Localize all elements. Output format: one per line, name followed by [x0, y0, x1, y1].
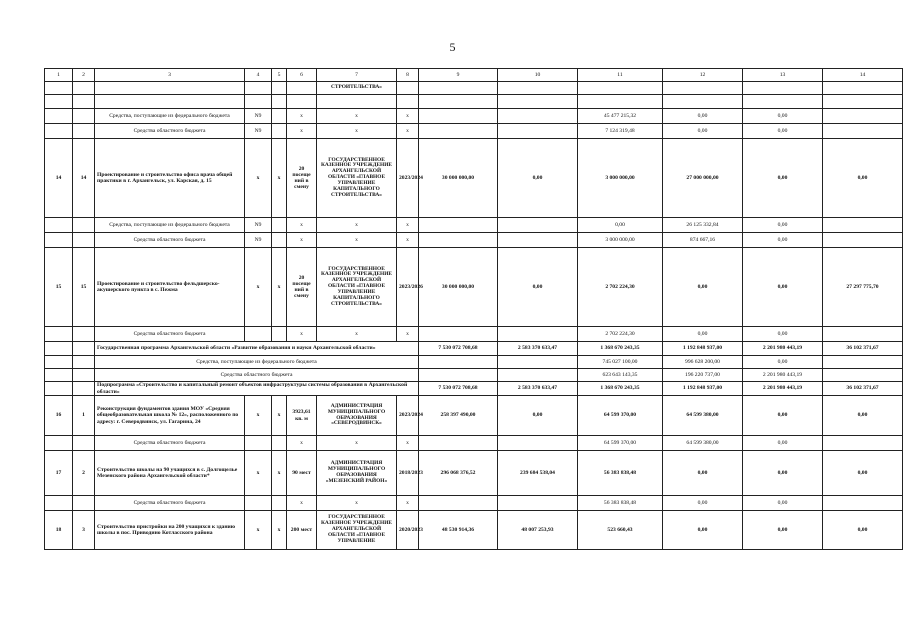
- table-row: [45, 218, 903, 233]
- amount-cell: 0,00: [743, 496, 823, 511]
- code-cell: [245, 327, 272, 342]
- empty-cell: [73, 496, 95, 511]
- amount-cell: 0,00: [743, 248, 823, 327]
- source-label: Средства, поступающие из федерального бюджета: [95, 109, 245, 124]
- amount-cell: 7 530 072 708,68: [419, 382, 498, 396]
- empty-cell: [272, 109, 287, 124]
- x-cell: x: [397, 109, 419, 124]
- empty-cell: [45, 218, 73, 233]
- table-row: [45, 248, 903, 327]
- amount-cell: 0,00: [498, 139, 578, 218]
- amount-cell: 27 297 775,70: [823, 248, 903, 327]
- program-title: Государственная программа Архангельской области «Развитие образования и науки Архангельской области»: [95, 342, 419, 356]
- program-title: Подпрограмма «Строительство и капитальный ремонт объектов инфраструктуры системы образования в Архангельской области»: [95, 382, 419, 396]
- amount-cell: 996 628 200,00: [663, 356, 743, 369]
- empty-cell: [73, 327, 95, 342]
- capacity-cell: 200 мест: [287, 511, 317, 550]
- column-header: 7: [317, 69, 397, 82]
- empty-cell: [45, 496, 73, 511]
- empty-cell: [272, 124, 287, 139]
- amount-cell: 0,00: [743, 356, 823, 369]
- x-cell: x: [287, 496, 317, 511]
- amount-cell: 745 027 100,00: [578, 356, 663, 369]
- amount-cell: 1 368 670 243,35: [578, 382, 663, 396]
- empty-cell: [73, 342, 95, 356]
- empty-cell: [663, 95, 743, 109]
- budget-table: [44, 68, 903, 550]
- organization-cell: ГОСУДАРСТВЕННОЕ КАЗЕННОЕ УЧРЕЖДЕНИЕ АРХАНГЕЛЬСКОЙ ОБЛАСТИ «ГЛАВНОЕ УПРАВЛЕНИЕ КАПИТАЛЬНОГО СТРОИТЕЛЬСТВА»: [317, 139, 397, 218]
- empty-cell: [498, 109, 578, 124]
- amount-cell: 45 477 215,32: [578, 109, 663, 124]
- empty-cell: [498, 82, 578, 95]
- item-number: 14: [73, 139, 95, 218]
- amount-cell: 0,00: [663, 496, 743, 511]
- table-row: [45, 451, 903, 496]
- x-cell: x: [287, 233, 317, 248]
- empty-cell: [823, 436, 903, 451]
- header-row: [45, 69, 903, 82]
- amount-cell: 27 000 000,00: [663, 139, 743, 218]
- item-number: 3: [73, 511, 95, 550]
- column-header: 5: [272, 69, 287, 82]
- source-label: Средства областного бюджета: [95, 124, 245, 139]
- table-row: [45, 382, 903, 396]
- x-cell: x: [317, 124, 397, 139]
- amount-cell: 1 192 848 937,00: [663, 382, 743, 396]
- amount-cell: 1 192 848 937,00: [663, 342, 743, 356]
- period-cell: 2020/2023: [397, 511, 419, 550]
- capacity-cell: 3923,61 кв. м: [287, 396, 317, 436]
- amount-cell: 0,00: [498, 248, 578, 327]
- organization-cell: АДМИНИСТРАЦИЯ МУНИЦИПАЛЬНОГО ОБРАЗОВАНИЯ «МЕЗЕНСКИЙ РАЙОН»: [317, 451, 397, 496]
- amount-cell: 0,00: [743, 233, 823, 248]
- row-number: 15: [45, 248, 73, 327]
- column-header: 14: [823, 69, 903, 82]
- x-cell: x: [287, 436, 317, 451]
- item-number: 1: [73, 396, 95, 436]
- amount-cell: 0,00: [743, 218, 823, 233]
- project-name: Проектирование и строительство фельдшерско-акушерского пункта в с. Пежма: [95, 248, 245, 327]
- empty-cell: [823, 109, 903, 124]
- amount-cell: 874 667,16: [663, 233, 743, 248]
- empty-cell: [245, 82, 272, 95]
- row-number: 14: [45, 139, 73, 218]
- source-label: Средства областного бюджета: [95, 233, 245, 248]
- amount-cell: 0,00: [743, 436, 823, 451]
- empty-cell: [45, 382, 73, 396]
- empty-cell: [73, 82, 95, 95]
- empty-cell: [823, 233, 903, 248]
- empty-cell: [823, 124, 903, 139]
- x-cell: x: [272, 511, 287, 550]
- column-header: 2: [73, 69, 95, 82]
- table-row: [45, 124, 903, 139]
- amount-cell: 0,00: [498, 396, 578, 436]
- code-cell: N9: [245, 218, 272, 233]
- empty-cell: [498, 218, 578, 233]
- amount-cell: 296 068 376,52: [419, 451, 498, 496]
- empty-cell: [823, 369, 903, 382]
- table-row: [45, 82, 903, 95]
- empty-cell: [45, 82, 73, 95]
- table-row: [45, 342, 903, 356]
- column-header: 4: [245, 69, 272, 82]
- empty-cell: [419, 496, 498, 511]
- amount-cell: 258 397 490,00: [419, 396, 498, 436]
- code-cell: N9: [245, 109, 272, 124]
- empty-cell: [73, 356, 95, 369]
- empty-cell: [823, 82, 903, 95]
- x-cell: x: [287, 327, 317, 342]
- empty-cell: [45, 342, 73, 356]
- amount-cell: 2 201 980 443,19: [743, 369, 823, 382]
- empty-cell: [743, 95, 823, 109]
- empty-cell: [272, 327, 287, 342]
- column-header: 12: [663, 69, 743, 82]
- amount-cell: 64 599 380,00: [663, 436, 743, 451]
- empty-cell: [397, 95, 419, 109]
- x-cell: x: [317, 218, 397, 233]
- amount-cell: 1 368 670 243,35: [578, 342, 663, 356]
- empty-cell: [823, 95, 903, 109]
- row-number: 16: [45, 396, 73, 436]
- amount-cell: 0,00: [823, 396, 903, 436]
- column-header: 1: [45, 69, 73, 82]
- empty-cell: [743, 82, 823, 95]
- x-cell: x: [245, 511, 272, 550]
- empty-cell: [73, 124, 95, 139]
- empty-cell: [578, 82, 663, 95]
- empty-cell: [272, 82, 287, 95]
- empty-cell: [73, 369, 95, 382]
- project-name: Строительство пристройки на 200 учащихся к зданию школы в пос. Приводино Котласского района: [95, 511, 245, 550]
- table-row: [45, 396, 903, 436]
- x-cell: x: [287, 218, 317, 233]
- empty-cell: [419, 95, 498, 109]
- amount-cell: 0,00: [743, 511, 823, 550]
- empty-cell: [272, 218, 287, 233]
- item-number: 2: [73, 451, 95, 496]
- empty-cell: [419, 356, 498, 369]
- row-number: 17: [45, 451, 73, 496]
- empty-cell: [45, 109, 73, 124]
- empty-cell: [419, 233, 498, 248]
- empty-cell: [663, 82, 743, 95]
- column-header: 8: [397, 69, 419, 82]
- amount-cell: 56 383 838,48: [578, 451, 663, 496]
- amount-cell: 2 583 370 633,47: [498, 342, 578, 356]
- empty-cell: [823, 327, 903, 342]
- amount-cell: 0,00: [743, 124, 823, 139]
- amount-cell: 0,00: [743, 109, 823, 124]
- amount-cell: 26 125 332,84: [663, 218, 743, 233]
- amount-cell: 196 220 737,00: [663, 369, 743, 382]
- code-cell: [245, 496, 272, 511]
- amount-cell: 0,00: [823, 511, 903, 550]
- amount-cell: 0,00: [823, 451, 903, 496]
- capacity-cell: 20 посеще ний в смену: [287, 139, 317, 218]
- row-number: 18: [45, 511, 73, 550]
- table-row: [45, 496, 903, 511]
- table-row: [45, 511, 903, 550]
- empty-cell: [45, 233, 73, 248]
- empty-cell: [45, 95, 73, 109]
- table-row: [45, 233, 903, 248]
- organization-cell: АДМИНИСТРАЦИЯ МУНИЦИПАЛЬНОГО ОБРАЗОВАНИЯ «СЕВЕРОДВИНСК»: [317, 396, 397, 436]
- code-cell: N9: [245, 124, 272, 139]
- capacity-cell: 90 мест: [287, 451, 317, 496]
- amount-cell: 0,00: [663, 451, 743, 496]
- x-cell: x: [317, 233, 397, 248]
- empty-cell: [498, 95, 578, 109]
- project-name: Строительство школы на 90 учащихся в с. Долгощелье Мезенского района Архангельской области*: [95, 451, 245, 496]
- project-name: Реконструкция фундаментов здания МОУ «Средняя общеобразовательная школа № 12», расположенного по адресу: г. Северодвинск, ул. Гагарина, 24: [95, 396, 245, 436]
- x-cell: x: [317, 109, 397, 124]
- amount-cell: 36 102 371,67: [823, 382, 903, 396]
- source-label: Средства областного бюджета: [95, 369, 419, 382]
- empty-cell: [45, 327, 73, 342]
- table-row: [45, 356, 903, 369]
- empty-cell: [95, 95, 245, 109]
- x-cell: x: [397, 496, 419, 511]
- x-cell: x: [272, 139, 287, 218]
- empty-cell: [419, 327, 498, 342]
- organization-cell: СТРОИТЕЛЬСТВА»: [317, 82, 397, 95]
- empty-cell: [272, 436, 287, 451]
- empty-cell: [45, 369, 73, 382]
- amount-cell: 48 530 914,36: [419, 511, 498, 550]
- amount-cell: 64 599 370,00: [578, 436, 663, 451]
- empty-cell: [823, 218, 903, 233]
- source-label: Средства, поступающие из федерального бюджета: [95, 218, 245, 233]
- empty-cell: [578, 95, 663, 109]
- x-cell: x: [245, 451, 272, 496]
- amount-cell: 30 000 000,00: [419, 248, 498, 327]
- empty-cell: [73, 233, 95, 248]
- empty-cell: [245, 95, 272, 109]
- amount-cell: 7 124 319,48: [578, 124, 663, 139]
- empty-cell: [73, 95, 95, 109]
- x-cell: x: [397, 218, 419, 233]
- amount-cell: 2 583 370 633,47: [498, 382, 578, 396]
- empty-cell: [73, 382, 95, 396]
- empty-cell: [498, 327, 578, 342]
- amount-cell: 0,00: [823, 139, 903, 218]
- table-row: [45, 95, 903, 109]
- amount-cell: 623 643 143,35: [578, 369, 663, 382]
- amount-cell: 0,00: [663, 511, 743, 550]
- source-label: Средства областного бюджета: [95, 327, 245, 342]
- amount-cell: 2 702 224,30: [578, 248, 663, 327]
- empty-cell: [73, 218, 95, 233]
- x-cell: x: [245, 396, 272, 436]
- amount-cell: 0,00: [578, 218, 663, 233]
- amount-cell: 2 201 980 443,19: [743, 342, 823, 356]
- amount-cell: 56 383 838,48: [578, 496, 663, 511]
- empty-cell: [419, 436, 498, 451]
- empty-cell: [498, 124, 578, 139]
- amount-cell: 48 007 253,93: [498, 511, 578, 550]
- page-number: 5: [449, 40, 456, 54]
- empty-cell: [73, 109, 95, 124]
- x-cell: x: [287, 124, 317, 139]
- empty-cell: [95, 82, 245, 95]
- period-cell: 2018/2023: [397, 451, 419, 496]
- amount-cell: 2 702 224,30: [578, 327, 663, 342]
- amount-cell: 0,00: [663, 124, 743, 139]
- empty-cell: [498, 496, 578, 511]
- amount-cell: 0,00: [743, 396, 823, 436]
- empty-cell: [498, 369, 578, 382]
- code-cell: N9: [245, 233, 272, 248]
- amount-cell: 0,00: [663, 327, 743, 342]
- x-cell: x: [317, 327, 397, 342]
- amount-cell: 0,00: [743, 451, 823, 496]
- empty-cell: [272, 233, 287, 248]
- x-cell: x: [317, 496, 397, 511]
- column-header: 9: [419, 69, 498, 82]
- project-name: Проектирование и строительство офиса врача общей практики в г. Архангельск, ул. Карская, д. 15: [95, 139, 245, 218]
- amount-cell: 64 599 380,00: [663, 396, 743, 436]
- x-cell: x: [397, 124, 419, 139]
- empty-cell: [419, 218, 498, 233]
- table-row: [45, 109, 903, 124]
- x-cell: x: [397, 327, 419, 342]
- source-label: Средства областного бюджета: [95, 436, 245, 451]
- empty-cell: [419, 109, 498, 124]
- empty-cell: [287, 95, 317, 109]
- empty-cell: [287, 82, 317, 95]
- amount-cell: 0,00: [663, 109, 743, 124]
- empty-cell: [397, 82, 419, 95]
- amount-cell: 7 530 072 708,68: [419, 342, 498, 356]
- empty-cell: [823, 356, 903, 369]
- empty-cell: [498, 356, 578, 369]
- column-header: 13: [743, 69, 823, 82]
- x-cell: x: [397, 233, 419, 248]
- empty-cell: [272, 496, 287, 511]
- amount-cell: 0,00: [743, 327, 823, 342]
- code-cell: [245, 436, 272, 451]
- column-header: 10: [498, 69, 578, 82]
- column-header: 6: [287, 69, 317, 82]
- amount-cell: 36 102 371,67: [823, 342, 903, 356]
- empty-cell: [45, 124, 73, 139]
- column-header: 11: [578, 69, 663, 82]
- empty-cell: [419, 124, 498, 139]
- period-cell: 2023/2024: [397, 139, 419, 218]
- table-row: [45, 327, 903, 342]
- empty-cell: [419, 369, 498, 382]
- x-cell: x: [272, 396, 287, 436]
- period-cell: 2023/2024: [397, 396, 419, 436]
- amount-cell: 0,00: [743, 139, 823, 218]
- table-row: [45, 139, 903, 218]
- amount-cell: 2 201 980 443,19: [743, 382, 823, 396]
- table-row: [45, 436, 903, 451]
- period-cell: 2023/2026: [397, 248, 419, 327]
- empty-cell: [45, 436, 73, 451]
- amount-cell: 3 000 000,00: [578, 139, 663, 218]
- x-cell: x: [245, 248, 272, 327]
- x-cell: x: [272, 248, 287, 327]
- empty-cell: [45, 356, 73, 369]
- item-number: 15: [73, 248, 95, 327]
- amount-cell: 0,00: [663, 248, 743, 327]
- x-cell: x: [272, 451, 287, 496]
- source-label: Средства областного бюджета: [95, 496, 245, 511]
- amount-cell: 239 684 538,04: [498, 451, 578, 496]
- empty-cell: [823, 496, 903, 511]
- amount-cell: 523 660,43: [578, 511, 663, 550]
- empty-cell: [272, 95, 287, 109]
- empty-cell: [419, 82, 498, 95]
- empty-cell: [73, 436, 95, 451]
- empty-cell: [317, 95, 397, 109]
- empty-cell: [498, 436, 578, 451]
- source-label: Средства, поступающие из федерального бюджета: [95, 356, 419, 369]
- organization-cell: ГОСУДАРСТВЕННОЕ КАЗЕННОЕ УЧРЕЖДЕНИЕ АРХАНГЕЛЬСКОЙ ОБЛАСТИ «ГЛАВНОЕ УПРАВЛЕНИЕ КАПИТАЛЬНОГО СТРОИТЕЛЬСТВА»: [317, 248, 397, 327]
- x-cell: x: [245, 139, 272, 218]
- organization-cell: ГОСУДАРСТВЕННОЕ КАЗЕННОЕ УЧРЕЖДЕНИЕ АРХАНГЕЛЬСКОЙ ОБЛАСТИ «ГЛАВНОЕ УПРАВЛЕНИЕ: [317, 511, 397, 550]
- x-cell: x: [317, 436, 397, 451]
- amount-cell: 30 000 000,00: [419, 139, 498, 218]
- table-row: [45, 369, 903, 382]
- amount-cell: 3 000 000,00: [578, 233, 663, 248]
- capacity-cell: 20 посеще ний в смену: [287, 248, 317, 327]
- amount-cell: 64 599 370,00: [578, 396, 663, 436]
- x-cell: x: [397, 436, 419, 451]
- empty-cell: [498, 233, 578, 248]
- column-header: 3: [95, 69, 245, 82]
- x-cell: x: [287, 109, 317, 124]
